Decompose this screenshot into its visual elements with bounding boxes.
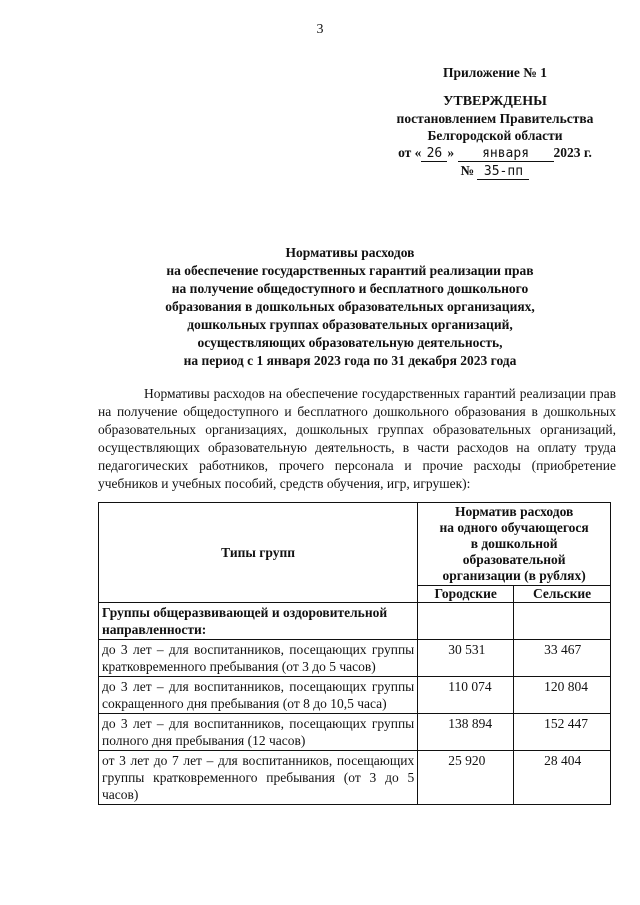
title-line: на период с 1 января 2023 года по 31 декабря 2023 года xyxy=(183,353,517,368)
header-city: Городские xyxy=(418,586,514,603)
row-city-value: 138 894 xyxy=(418,714,514,751)
header-norm-line: Норматив расходов xyxy=(454,504,574,519)
approval-line-2: Белгородской области xyxy=(427,128,563,143)
row-description: до 3 лет – для воспитанников, посещающих группы кратковременного пребывания (от 3 до 5 часов) xyxy=(99,640,418,677)
title-line: осуществляющих образовательную деятельность, xyxy=(197,335,503,350)
header-norm xyxy=(418,503,611,586)
intro-text: Нормативы расходов на обеспечение государственных гарантий реализации прав на получение общедоступного и бесплатного дошкольного образования в дошкольных образовательных организациях, дошкольных группах образовательных организаций, осуществляющих образовательную деятельность, в части расходов на оплату труда педагогических работников, прочего персонала и прочие расходы (приобретение учебников и учебных пособий, средств обучения, игр, игрушек): xyxy=(98,386,616,491)
row-rural-value: 33 467 xyxy=(514,640,611,677)
row-city-value: 25 920 xyxy=(418,751,514,805)
date-day: 26 xyxy=(421,147,447,162)
row-description: до 3 лет – для воспитанников, посещающих группы сокращенного дня пребывания (от 8 до 10,5 часа) xyxy=(99,677,418,714)
approval-number xyxy=(380,162,610,180)
row-description: до 3 лет – для воспитанников, посещающих группы полного дня пребывания (12 часов) xyxy=(99,714,418,751)
header-group-type: Типы групп xyxy=(99,503,418,603)
table-header-row xyxy=(99,503,611,586)
header-norm-line: образовательной xyxy=(462,552,566,567)
header-norm-line: организации (в рублях) xyxy=(442,568,586,583)
approved-label: УТВЕРЖДЕНЫ xyxy=(443,94,547,109)
table-cell-empty xyxy=(418,603,514,640)
title-line: дошкольных группах образовательных организаций, xyxy=(187,317,513,332)
title-line: образования в дошкольных образовательных организациях, xyxy=(165,299,535,314)
norms-table xyxy=(98,502,611,805)
date-year: 2023 г. xyxy=(553,145,592,160)
row-rural-value: 152 447 xyxy=(514,714,611,751)
approval-date xyxy=(380,144,610,162)
date-prefix: от « xyxy=(398,145,422,160)
document-title xyxy=(40,244,640,370)
header-rural: Сельские xyxy=(514,586,611,603)
number-prefix: № xyxy=(460,163,475,178)
date-mid: » xyxy=(447,145,455,160)
table-row xyxy=(99,714,611,751)
approval-line-1: постановлением Правительства xyxy=(396,111,594,126)
approval-block xyxy=(380,64,610,180)
header-norm-line: на одного обучающегося xyxy=(439,520,589,535)
row-city-value: 30 531 xyxy=(418,640,514,677)
resolution-number: 35-пп xyxy=(477,165,529,180)
intro-paragraph xyxy=(98,385,616,493)
title-line: Нормативы расходов xyxy=(285,245,415,260)
row-description: от 3 лет до 7 лет – для воспитанников, посещающих группы кратковременного пребывания (от 3 до 5 часов) xyxy=(99,751,418,805)
appendix-label: Приложение № 1 xyxy=(443,65,547,80)
row-rural-value: 28 404 xyxy=(514,751,611,805)
title-line: на получение общедоступного и бесплатного дошкольного xyxy=(171,281,529,296)
row-rural-value: 120 804 xyxy=(514,677,611,714)
row-city-value: 110 074 xyxy=(418,677,514,714)
page-number: 3 xyxy=(316,22,324,37)
table-row xyxy=(99,640,611,677)
title-line: на обеспечение государственных гарантий реализации прав xyxy=(166,263,534,278)
table-cell-empty xyxy=(514,603,611,640)
table-section-row xyxy=(99,603,611,640)
date-month: января xyxy=(458,147,554,162)
section-title: Группы общеразвивающей и оздоровительной направленности: xyxy=(99,603,418,640)
table-row xyxy=(99,677,611,714)
table-row xyxy=(99,751,611,805)
header-norm-line: в дошкольной xyxy=(470,536,558,551)
